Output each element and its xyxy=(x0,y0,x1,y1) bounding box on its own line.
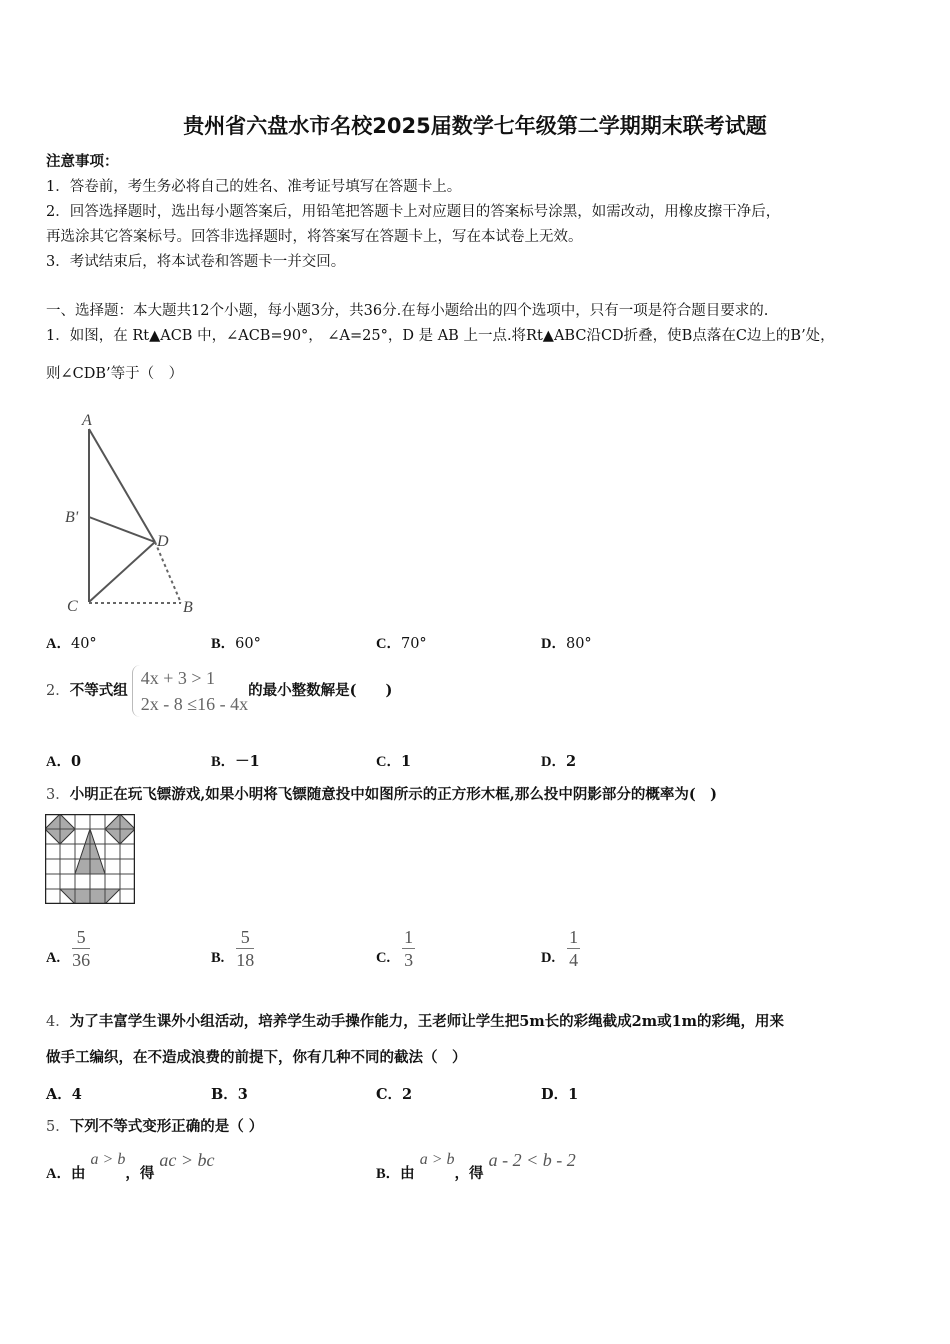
q4-option-d[interactable]: D．1 xyxy=(541,1086,579,1103)
question-1 xyxy=(46,326,835,346)
question-text: 如图，在 Rt▲ACB 中，∠ACB=90°， ∠A=25°，D 是 AB 上一点.将Rt▲ABC沿CD折叠，使B点落在C边上的B’处， xyxy=(69,328,835,344)
q3-option-b[interactable]: B. $\frac{5}{18}$ xyxy=(211,927,255,970)
label-D: D xyxy=(157,533,169,550)
q2-option-d[interactable]: D．2 xyxy=(541,753,577,770)
question-text: 为了丰富学生课外小组活动，培养学生动手操作能力，王老师让学生把5m长的彩绳截成2m或1m的彩绳，用来 xyxy=(69,1013,785,1030)
question-number: 5． xyxy=(46,1119,70,1135)
notice-item-3: 3．考试结束后，将本试卷和答题卡一并交回。 xyxy=(46,254,346,270)
q2-option-b[interactable]: B．－1 xyxy=(211,753,260,770)
fraction: $\frac{1}{3}$ xyxy=(404,927,414,970)
notice-item-2-cont: 再选涂其它答案标号。回答非选择题时，将答案写在答题卡上，写在本试卷上无效。 xyxy=(46,229,583,245)
question-number: 2． xyxy=(46,683,70,699)
q4-option-b[interactable]: B．3 xyxy=(211,1086,248,1103)
q5-option-a[interactable]: A．由 a > b，得 ac > bc xyxy=(46,1150,215,1182)
label-B: B xyxy=(183,599,193,616)
question-number: 1． xyxy=(46,328,70,344)
q3-option-d[interactable]: D. $\frac{1}{4}$ xyxy=(541,927,579,970)
question-text: 小明正在玩飞镖游戏,如果小明将飞镖随意投中如图所示的正方形木框,那么投中阴影部分的概率为( ) xyxy=(69,786,718,803)
fraction: $\frac{1}{4}$ xyxy=(569,927,579,970)
inequality-system xyxy=(132,665,248,717)
label-B-prime: B' xyxy=(65,509,79,526)
label-C: C xyxy=(67,598,78,615)
q4-option-a[interactable]: A．4 xyxy=(46,1086,82,1103)
q2-option-c[interactable]: C．1 xyxy=(376,753,412,770)
q1-option-b[interactable]: B．60° xyxy=(211,636,261,652)
question-number: 4． xyxy=(46,1014,70,1030)
question-number: 3． xyxy=(46,787,70,803)
q4-option-c[interactable]: C．2 xyxy=(376,1086,413,1103)
inequality-1: 4x + 3 > 1 xyxy=(140,668,216,688)
fraction: $\frac{5}{18}$ xyxy=(236,927,255,970)
page-title: 贵州省六盘水市名校2025届数学七年级第二学期期末联考试题 xyxy=(183,114,767,138)
question-5 xyxy=(46,1117,263,1137)
inequality-2: 2x - 8 ≤16 - 4x xyxy=(140,694,249,714)
q3-option-a[interactable]: A. $\frac{5}{36}$ xyxy=(46,927,91,970)
fraction: $\frac{5}{36}$ xyxy=(72,927,91,970)
triangle-figure xyxy=(55,405,215,620)
q1-option-d[interactable]: D．80° xyxy=(541,636,592,652)
q1-option-a[interactable]: A．40° xyxy=(46,636,97,652)
notice-heading: 注意事项： xyxy=(46,153,119,170)
condition: a > b xyxy=(419,1151,455,1168)
question-text: 下列不等式变形正确的是（ ） xyxy=(69,1118,264,1135)
q3-option-c[interactable]: C. $\frac{1}{3}$ xyxy=(376,927,414,970)
question-2 xyxy=(46,664,392,718)
question-suffix: 的最小整数解是( ) xyxy=(248,682,393,699)
notice-item-2: 2．回答选择题时，选出每小题答案后，用铅笔把答题卡上对应题目的答案标号涂黑，如需改动，用橡皮擦干净后， xyxy=(46,204,781,220)
dartboard-grid-figure xyxy=(45,814,135,904)
question-4 xyxy=(46,1012,784,1032)
result: ac > bc xyxy=(159,1150,215,1170)
result: a - 2 < b - 2 xyxy=(488,1150,576,1170)
question-4-cont: 做手工编织，在不造成浪费的前提下，你有几种不同的截法（ ） xyxy=(46,1049,467,1066)
q2-option-a[interactable]: A．0 xyxy=(46,753,82,770)
notice-item-1: 1．答卷前，考生务必将自己的姓名、准考证号填写在答题卡上。 xyxy=(46,179,462,195)
section-heading: 一、选择题：本大题共12个小题，每小题3分，共36分.在每小题给出的四个选项中，只有一项是符合题目要求的. xyxy=(46,303,769,319)
question-1-cont: 则∠CDB’等于（ ） xyxy=(46,366,184,382)
q1-option-c[interactable]: C．70° xyxy=(376,636,427,652)
question-3 xyxy=(46,785,717,805)
q5-option-b[interactable]: B．由 a > b，得 a - 2 < b - 2 xyxy=(376,1150,576,1182)
condition: a > b xyxy=(90,1151,126,1168)
label-A: A xyxy=(82,412,92,429)
question-prefix: 不等式组 xyxy=(69,682,128,699)
